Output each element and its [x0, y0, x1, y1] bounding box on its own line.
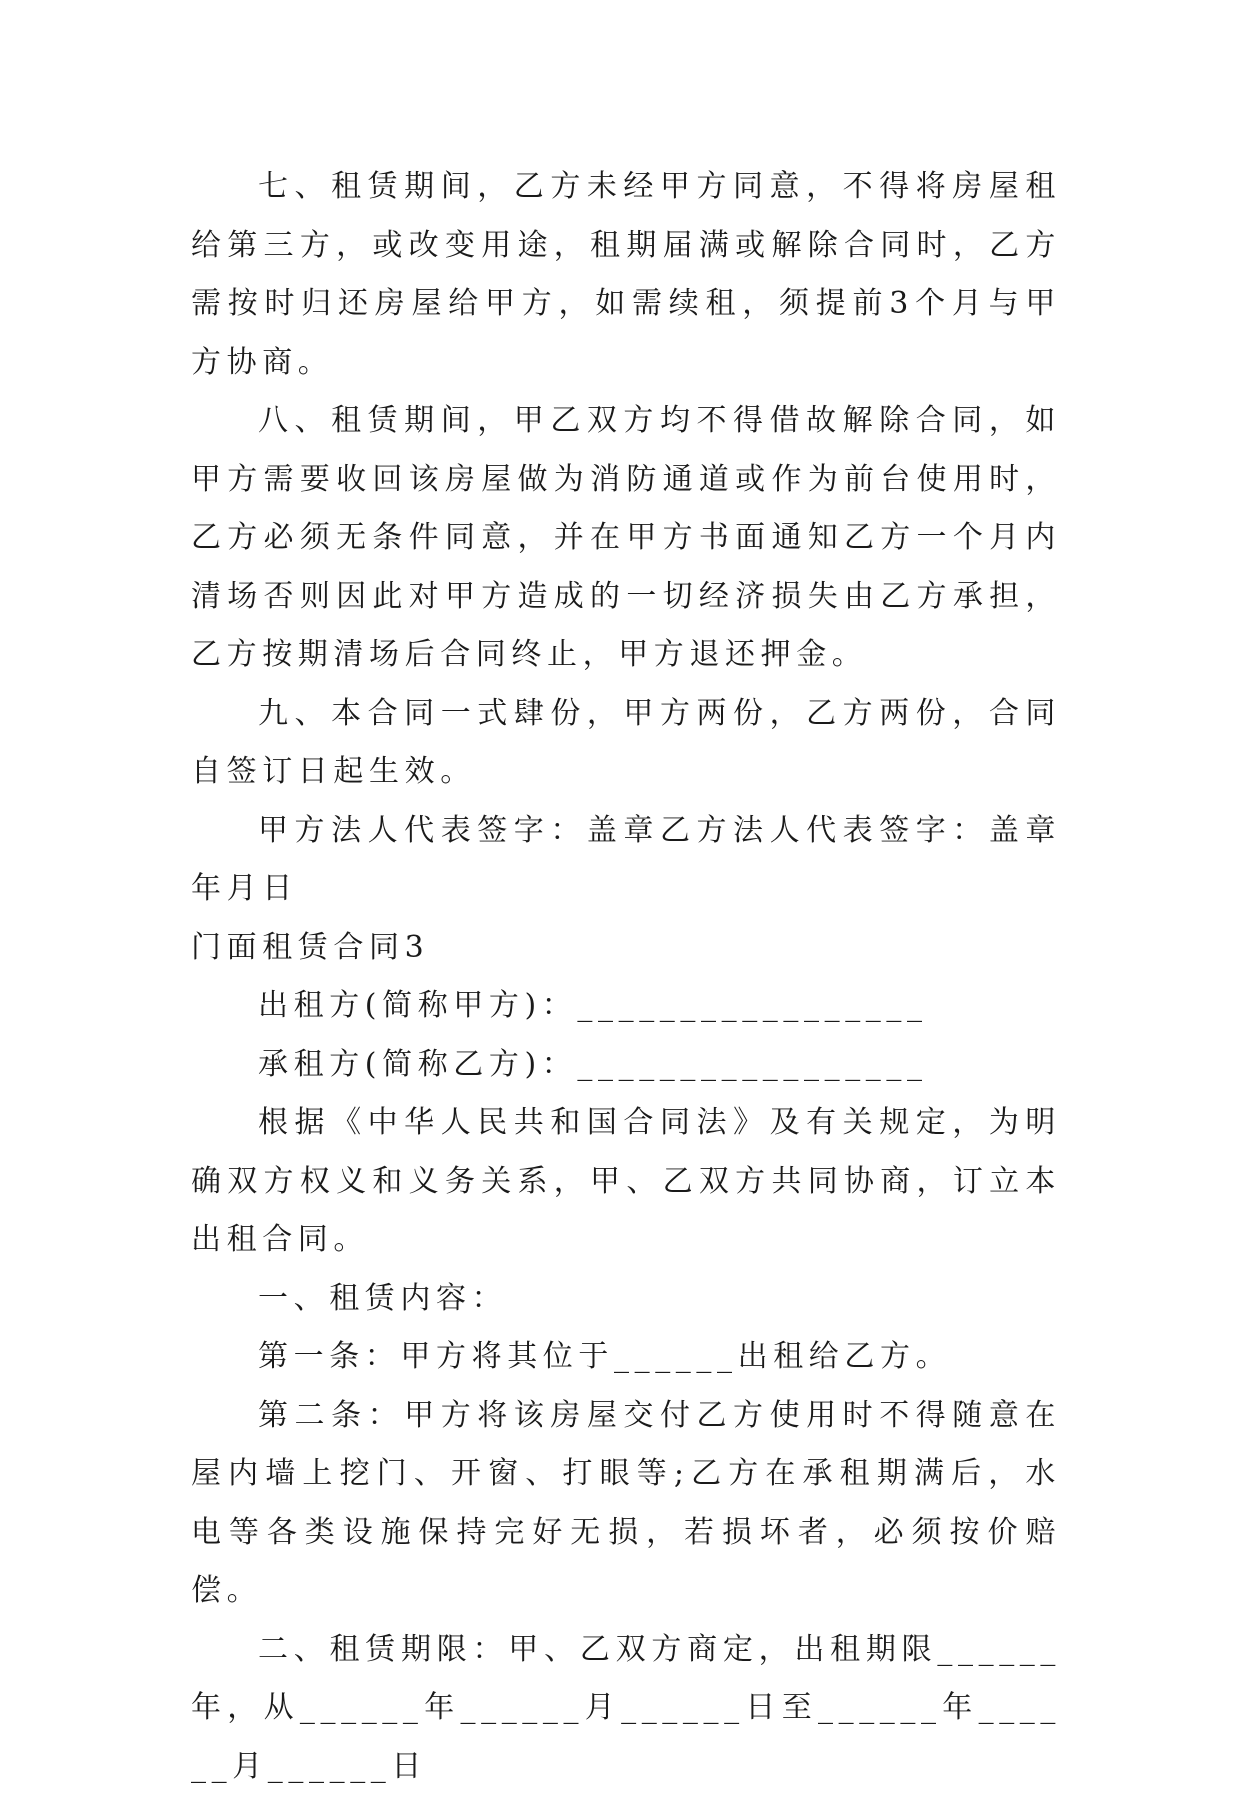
lease-term: 二、租赁期限：甲、乙双方商定，出租期限______年，从______年______月______日至______年______月______日 [191, 1621, 1061, 1796]
preamble: 根据《中华人民共和国合同法》及有关规定，为明确双方权义和义务关系，甲、乙双方共同协商，订立本出租合同。 [191, 1094, 1061, 1270]
lessee-line: 承租方(简称乙方)：_________________ [191, 1036, 1061, 1095]
clause-eight: 八、租赁期间，甲乙双方均不得借故解除合同，如甲方需要收回该房屋做为消防通道或作为前台使用时，乙方必须无条件同意，并在甲方书面通知乙方一个月内清场否则因此对甲方造成的一切经济损失由乙方承担，乙方按期清场后合同终止，甲方退还押金。 [191, 392, 1061, 685]
clause-seven: 七、租赁期间，乙方未经甲方同意，不得将房屋租给第三方，或改变用途，租期届满或解除合同时，乙方需按时归还房屋给甲方，如需续租，须提前3个月与甲方协商。 [191, 158, 1061, 392]
lessor-line: 出租方(简称甲方)：_________________ [191, 977, 1061, 1036]
article-one: 第一条：甲方将其位于______出租给乙方。 [191, 1328, 1061, 1387]
heading-lease-content: 一、租赁内容： [191, 1270, 1061, 1329]
section-title: 门面租赁合同3 [191, 919, 1061, 978]
signature-line: 甲方法人代表签字：盖章乙方法人代表签字：盖章年月日 [191, 802, 1061, 919]
document-body [191, 158, 1061, 1796]
clause-nine: 九、本合同一式肆份，甲方两份，乙方两份，合同自签订日起生效。 [191, 685, 1061, 802]
article-two: 第二条：甲方将该房屋交付乙方使用时不得随意在屋内墙上挖门、开窗、打眼等;乙方在承租期满后，水电等各类设施保持完好无损，若损坏者，必须按价赔偿。 [191, 1387, 1061, 1621]
